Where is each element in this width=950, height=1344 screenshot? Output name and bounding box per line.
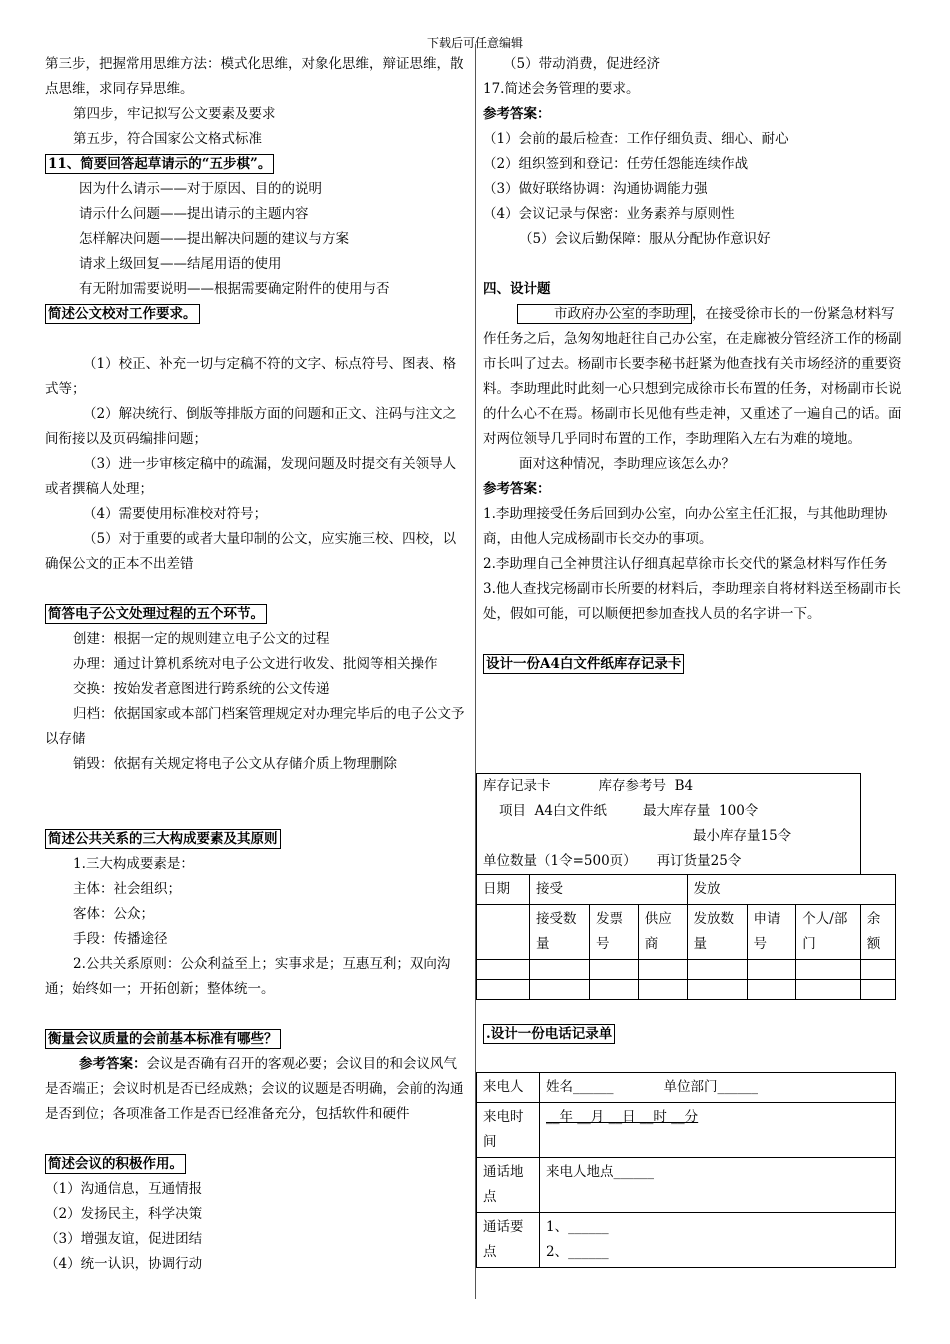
sub-header: 余额: [860, 905, 895, 960]
pr-item: 1.三大构成要素是：: [73, 856, 194, 872]
meeting-role-title: 简述会议的积极作用。: [45, 1154, 186, 1174]
pr-item: 客体：公众；: [73, 906, 154, 922]
sub-header: 接受数量: [530, 905, 590, 960]
call-point: 2、______: [546, 1244, 609, 1260]
a4-title: 设计一份A4白文件纸库存记录卡: [483, 654, 684, 674]
answer-label: 参考答案：: [79, 1056, 147, 1072]
proof-title: 简述公文校对工作要求。: [45, 304, 200, 324]
q17-text: 17.简述会务管理的要求。: [483, 81, 640, 97]
stock-item-value: A4白文件纸: [534, 803, 607, 819]
q11-line: 请示什么问题——提出请示的主题内容: [79, 206, 309, 222]
r5-text: （5）带动消费，促进经济: [503, 56, 661, 72]
stock-ref-value: B4: [674, 778, 694, 794]
meeting-std-title: 衡量会议质量的会前基本标准有哪些？: [45, 1029, 281, 1049]
col-receive: 接受: [530, 875, 688, 905]
meeting-role-item: （4）统一认识，协调行动: [45, 1256, 203, 1272]
col-date: 日期: [477, 875, 530, 905]
q17-item: （3）做好联络协调：沟通协调能力强: [483, 181, 708, 197]
col-issue: 发放: [687, 875, 895, 905]
left-column: [45, 52, 467, 1277]
stock-header-block: [477, 774, 861, 875]
pr-title: 简述公共关系的三大构成要素及其原则: [45, 829, 281, 849]
meeting-role-item: （3）增强友谊，促进团结: [45, 1231, 203, 1247]
design-title: 四、设计题: [483, 281, 551, 297]
call-place-value: 来电人地点______: [540, 1158, 896, 1213]
call-point: 1、______: [546, 1219, 609, 1235]
step3-text: 第三步，把握常用思维方法：模式化思维，对象化思维，辩证思维，散点思维，求同存异思维。: [45, 56, 464, 97]
stock-item-label: 项目: [499, 803, 526, 819]
proof-item: （5）对于重要的或者大量印制的公文，应实施三校、四校，以确保公文的正本不出差错: [45, 531, 457, 572]
stock-unit: 单位数量（1令=500页）: [483, 853, 637, 869]
page-header: 下载后可任意编辑: [426, 36, 523, 50]
stock-reorder: 再订货量25令: [656, 853, 742, 869]
q17-item: （2）组织签到和登记：任劳任怨能连续作战: [483, 156, 749, 172]
sub-header: 发票号: [589, 905, 638, 960]
case-boxed: 市政府办公室的李助理: [517, 304, 692, 324]
q11-line: 请求上级回复——结尾用语的使用: [79, 256, 282, 272]
case-text: [483, 302, 905, 452]
call-points-value: [540, 1213, 896, 1268]
q11-line: 怎样解决问题——提出解决问题的建议与方案: [79, 231, 349, 247]
step5-text: 第五步，符合国家公文格式标准: [73, 131, 262, 147]
stock-max-label: 最大库存量: [642, 803, 711, 819]
case-rest: ，在接受徐市长的一份紧急材料写作任务之后，急匆匆地赶往自己办公室，在走廊被分管经济工作的杨副市长叫了过去。杨副市长要李秘书赶紧为他查找有关市场经济的重要资料。李助理此时此刻一心只想到完成徐市长布置的任务，对杨副市长说的什么心不在焉。杨副市长见他有些走神，又重述了一遍自己的话。面对两位领导几乎同时布置的工作，李助理陷入左右为难的境地。: [483, 306, 902, 447]
sub-header: 个人/部门: [796, 905, 861, 960]
answer-label: 参考答案：: [483, 106, 551, 122]
caller-value: [540, 1073, 896, 1103]
pr-item: 手段：传播途径: [73, 931, 168, 947]
edoc-title: 简答电子公文处理过程的五个环节。: [45, 604, 267, 624]
stock-max-value: 100令: [719, 803, 759, 819]
case-answer: 3.他人查找完杨副市长所要的材料后，李助理亲自将材料送至杨副市长处，假如可能，可以顺便把参加查找人员的名字讲一下。: [483, 581, 901, 622]
proof-item: （2）解决统行、倒版等排版方面的问题和正文、注码与注文之间衔接以及页码编排问题；: [45, 406, 457, 447]
stock-card-label: 库存记录卡: [483, 778, 551, 794]
phone-title: .设计一份电话记录单: [483, 1024, 615, 1044]
q11-line: 有无附加需要说明——根据需要确定附件的使用与否: [79, 281, 390, 297]
case-question: 面对这种情况，李助理应该怎么办？: [519, 456, 735, 472]
stock-card-table: [476, 773, 896, 1000]
proof-item: （4）需要使用标准校对符号；: [83, 506, 268, 522]
q17-item: （4）会议记录与保密：业务素养与原则性: [483, 206, 735, 222]
call-place-label: 通话地点: [477, 1158, 540, 1213]
edoc-item: 销毁：依据有关规定将电子公文从存储介质上物理删除: [73, 756, 397, 772]
case-answer-label: 参考答案：: [483, 481, 551, 497]
pr-item: 主体：社会组织；: [73, 881, 181, 897]
phone-record-table: [476, 1072, 896, 1268]
sub-header: 供应商: [638, 905, 687, 960]
meeting-role-item: （2）发扬民主，科学决策: [45, 1206, 203, 1222]
call-time-value: __年 __月 __日 __时 __分: [540, 1103, 896, 1158]
case-answer: 1.李助理接受任务后回到办公室，向办公室主任汇报，与其他助理协商，由他人完成杨副市长交办的事项。: [483, 506, 888, 547]
step4-text: 第四步，牢记拟写公文要素及要求: [73, 106, 276, 122]
meeting-std-answer: [45, 1052, 467, 1127]
call-points-label: 通话要点: [477, 1213, 540, 1268]
q17-item: （1）会前的最后检查：工作仔细负责、细心、耐心: [483, 131, 789, 147]
caller-label: 来电人: [477, 1073, 540, 1103]
right-column: [483, 52, 905, 720]
proof-item: （3）进一步审核定稿中的疏漏，发现问题及时提交有关领导人或者撰稿人处理；: [45, 456, 457, 497]
stock-ref-label: 库存参考号: [598, 778, 666, 794]
edoc-item: 办理：通过计算机系统对电子公文进行收发、批阅等相关操作: [73, 656, 438, 672]
sub-header: 发放数量: [687, 905, 747, 960]
edoc-item: 归档：依据国家或本部门档案管理规定对办理完毕后的电子公文予以存储: [45, 706, 465, 747]
proof-item: （1）校正、补充一切与定稿不符的文字、标点符号、图表、格式等；: [45, 356, 457, 397]
answer-text: 会议是否确有召开的客观必要；会议目的和会议风气是否端正；会议时机是否已经成熟；会议的议题是否明确，会前的沟通是否到位；各项准备工作是否已经准备充分，包括软件和硬件: [45, 1056, 464, 1122]
case-answer: 2.李助理自己全神贯注认仔细真起草徐市长交代的紧急材料写作任务: [483, 556, 888, 572]
stock-min: 最小库存量15令: [693, 828, 792, 844]
q17-item: （5）会议后勤保障：服从分配协作意识好: [519, 231, 771, 247]
q11-title: 11、简要回答起草请示的“五步棋”。: [45, 154, 274, 174]
q11-line: 因为什么请示——对于原因、目的的说明: [79, 181, 322, 197]
sub-header: 申请号: [747, 905, 796, 960]
edoc-item: 交换：按始发者意图进行跨系统的公文传递: [73, 681, 330, 697]
caller-name: 姓名______: [546, 1079, 614, 1095]
caller-dept: 单位部门______: [663, 1079, 758, 1095]
edoc-item: 创建：根据一定的规则建立电子公文的过程: [73, 631, 330, 647]
pr-item: 2.公共关系原则：公众利益至上；实事求是；互惠互利；双向沟通；始终如一；开拓创新；整体统一。: [45, 956, 451, 997]
meeting-role-item: （1）沟通信息，互通情报: [45, 1181, 203, 1197]
call-time-label: 来电时间: [477, 1103, 540, 1158]
